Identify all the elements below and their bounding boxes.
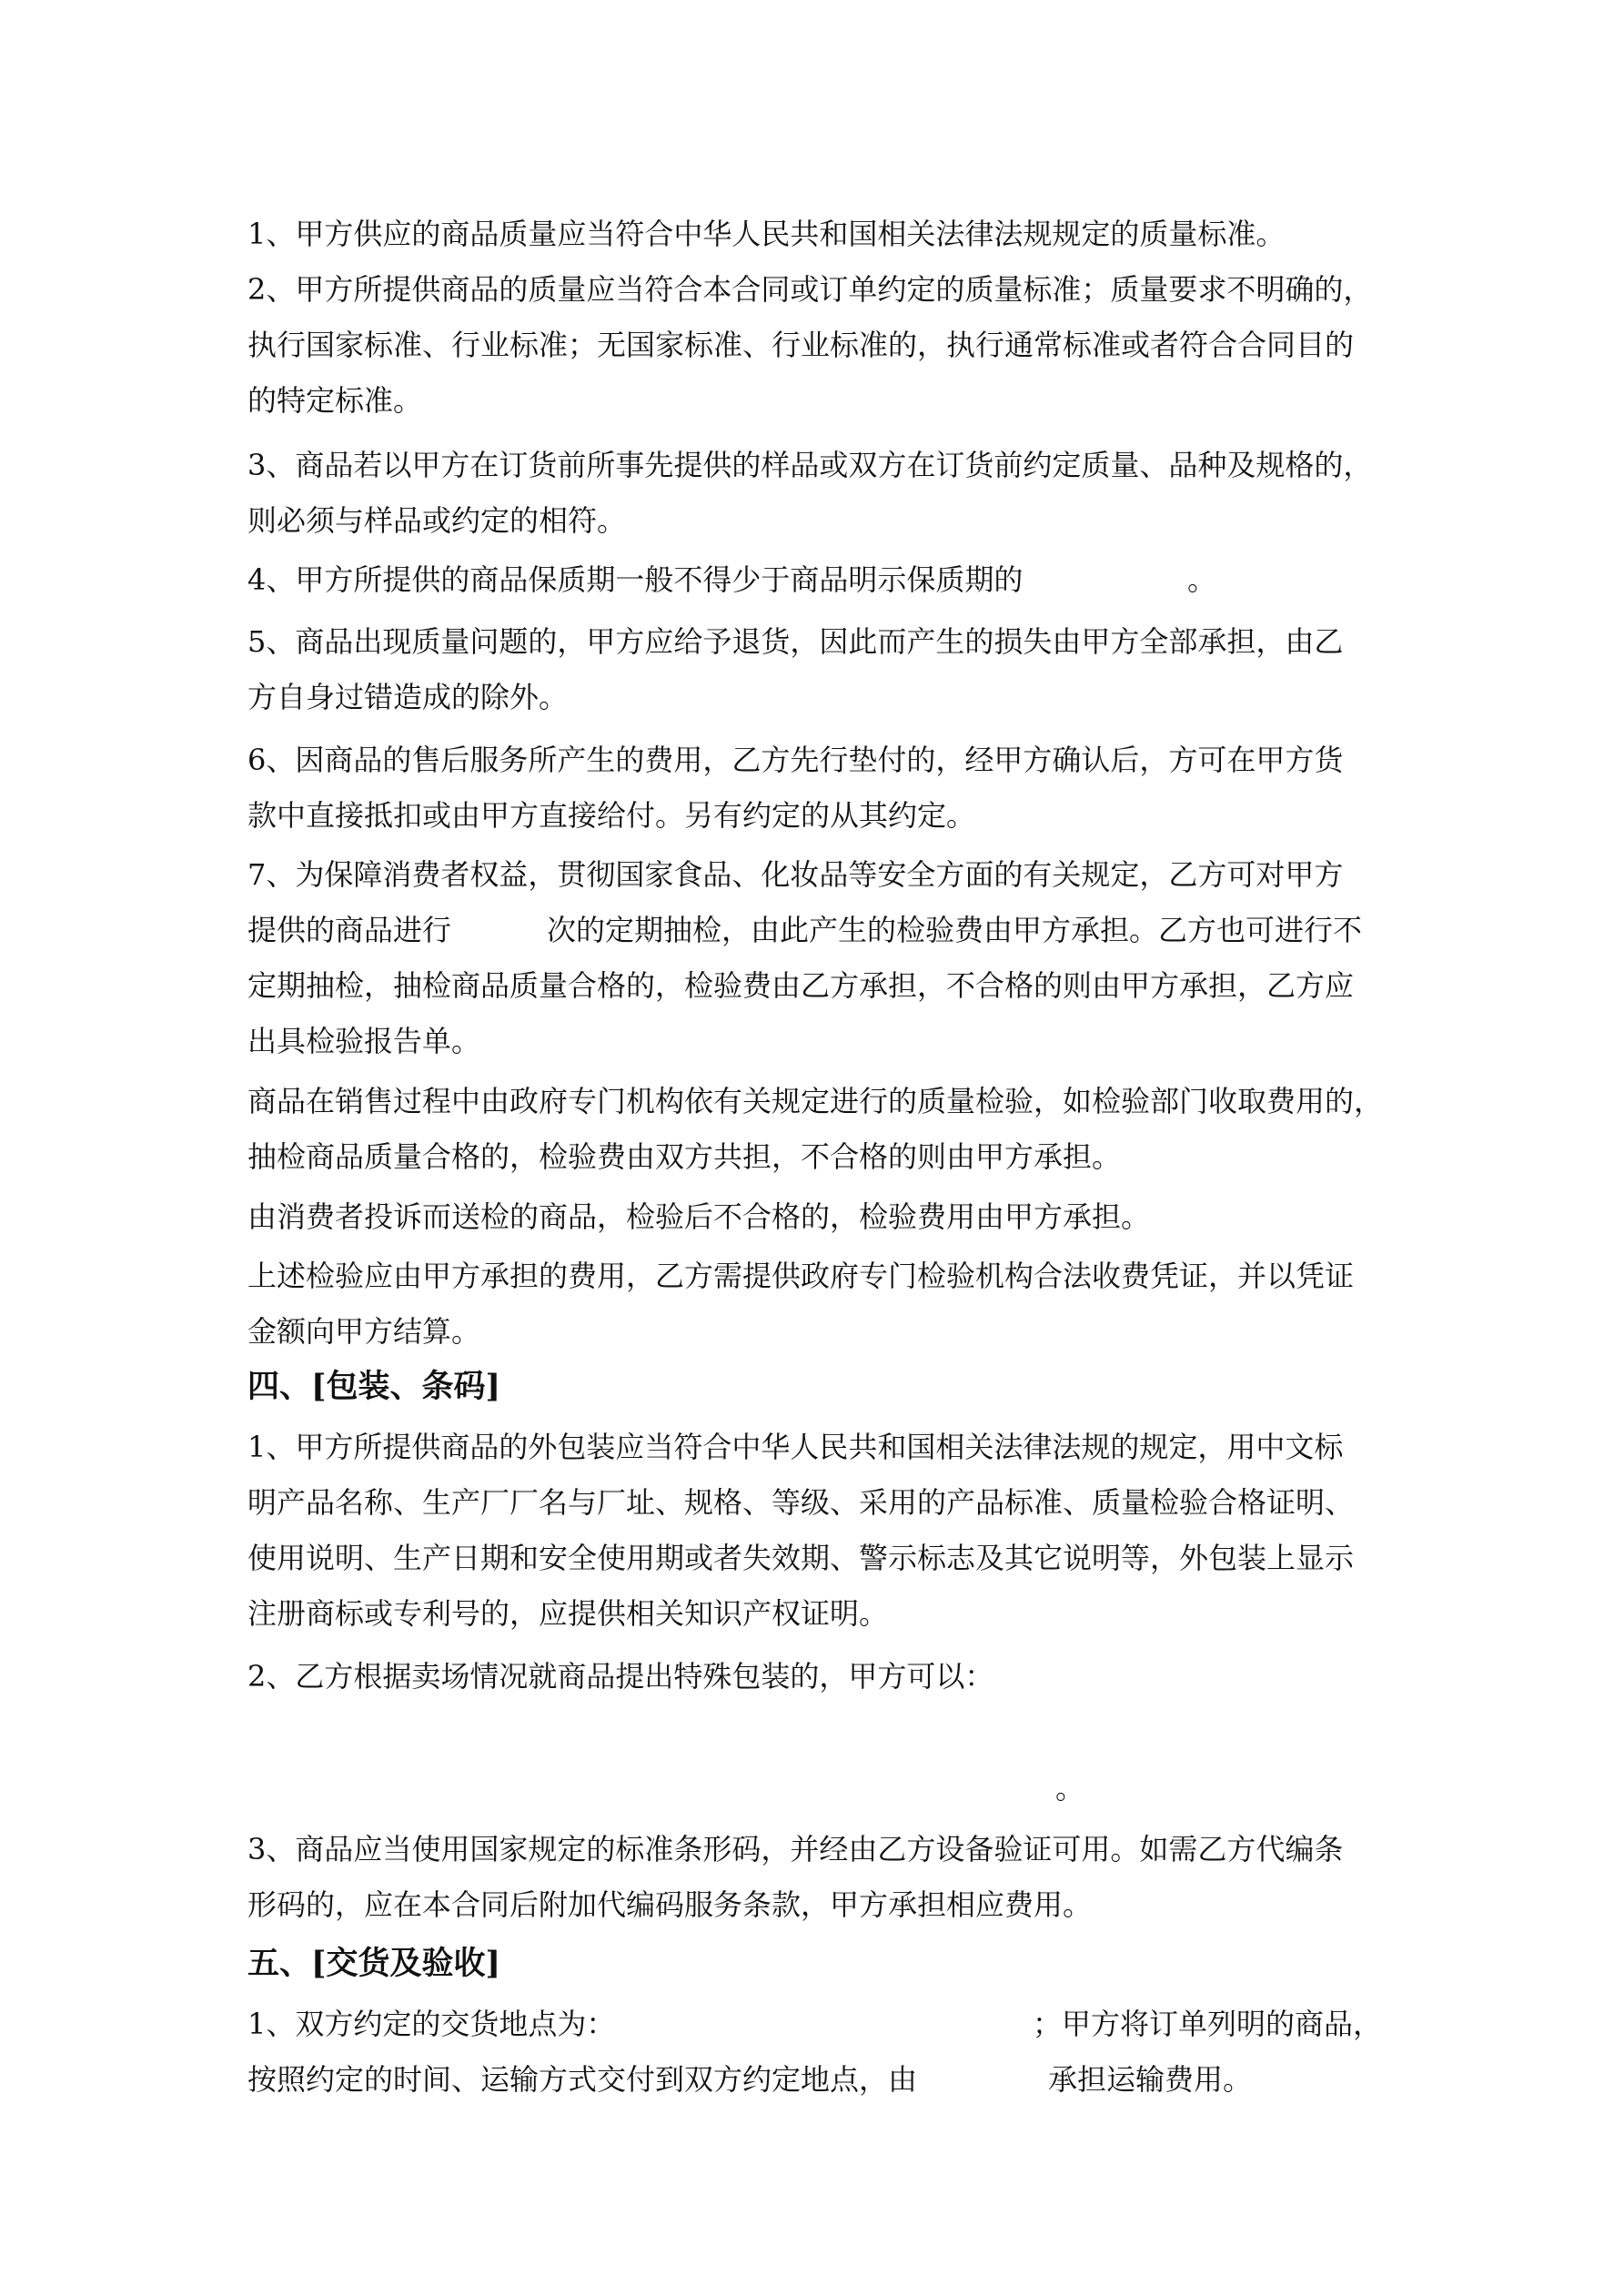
clause-line: 4、甲方所提供的商品保质期一般不得少于商品明示保质期的 (247, 562, 1024, 597)
clause-line-continuation: 承担运输费用。 (1048, 2062, 1253, 2097)
clause-line: 形码的，应在本合同后附加代编码服务条款，甲方承担相应费用。 (247, 1887, 1093, 1922)
clause-line: 方自身过错造成的除外。 (247, 680, 569, 714)
clause-line: 使用说明、生产日期和安全使用期或者失效期、警示标志及其它说明等，外包装上显示 (247, 1541, 1355, 1575)
clause-line-end: 。 (1055, 1771, 1085, 1805)
clause-line: 的特定标准。 (247, 383, 423, 418)
clause-line: 1、甲方所提供商品的外包装应当符合中华人民共和国相关法律法规的规定，用中文标 (247, 1430, 1344, 1464)
clause-line: 1、甲方供应的商品质量应当符合中华人民共和国相关法律法规规定的质量标准。 (247, 217, 1286, 251)
section-heading: 四、[包装、条码] (247, 1368, 501, 1405)
clause-line: 抽检商品质量合格的，检验费由双方共担，不合格的则由甲方承担。 (247, 1139, 1122, 1174)
clause-line: 定期抽检，抽检商品质量合格的，检验费由乙方承担，不合格的则由甲方承担，乙方应 (247, 968, 1355, 1003)
clause-line: 出具检验报告单。 (247, 1024, 481, 1058)
clause-line: 6、因商品的售后服务所产生的费用，乙方先行垫付的，经甲方确认后，方可在甲方货 (247, 743, 1344, 777)
clause-line: 商品在销售过程中由政府专门机构依有关规定进行的质量检验，如检验部门收取费用的， (247, 1084, 1384, 1118)
clause-line: 2、甲方所提供商品的质量应当符合本合同或订单约定的质量标准；质量要求不明确的， (247, 272, 1373, 307)
clause-line: 由消费者投诉而送检的商品，检验后不合格的，检验费用由甲方承担。 (247, 1199, 1151, 1234)
clause-line-end: 。 (1187, 562, 1217, 597)
clause-line: 按照约定的时间、运输方式交付到双方约定地点，由 (247, 2062, 918, 2097)
clause-line: 上述检验应由甲方承担的费用，乙方需提供政府专门检验机构合法收费凭证，并以凭证 (247, 1259, 1355, 1293)
clause-line: 7、为保障消费者权益，贯彻国家食品、化妆品等安全方面的有关规定，乙方可对甲方 (247, 857, 1344, 892)
clause-line: 注册商标或专利号的，应提供相关知识产权证明。 (247, 1596, 889, 1631)
clause-line: 款中直接抵扣或由甲方直接给付。另有约定的从其约定。 (247, 798, 976, 833)
section-heading: 五、[交货及验收] (247, 1945, 501, 1982)
clause-line: 明产品名称、生产厂厂名与厂址、规格、等级、采用的产品标准、质量检验合格证明、 (247, 1485, 1355, 1520)
clause-line: 提供的商品进行 (247, 913, 452, 947)
clause-line: 1、双方约定的交货地点为： (247, 2007, 616, 2041)
clause-line: 金额向甲方结算。 (247, 1314, 481, 1349)
clause-line-continuation: ；甲方将订单列明的商品， (1033, 2007, 1383, 2041)
clause-line: 3、商品若以甲方在订货前所事先提供的样品或双方在订货前约定质量、品种及规格的， (247, 448, 1373, 482)
clause-line: 执行国家标准、行业标准；无国家标准、行业标准的，执行通常标准或者符合合同目的 (247, 328, 1355, 362)
clause-line-continuation: 次的定期抽检，由此产生的检验费由甲方承担。乙方也可进行不 (547, 913, 1363, 947)
clause-line: 5、商品出现质量问题的，甲方应给予退货，因此而产生的损失由甲方全部承担，由乙 (247, 624, 1344, 659)
clause-line: 2、乙方根据卖场情况就商品提出特殊包装的，甲方可以： (247, 1659, 994, 1694)
clause-line: 则必须与样品或约定的相符。 (247, 503, 627, 538)
clause-line: 3、商品应当使用国家规定的标准条形码，并经由乙方设备验证可用。如需乙方代编条 (247, 1832, 1344, 1866)
